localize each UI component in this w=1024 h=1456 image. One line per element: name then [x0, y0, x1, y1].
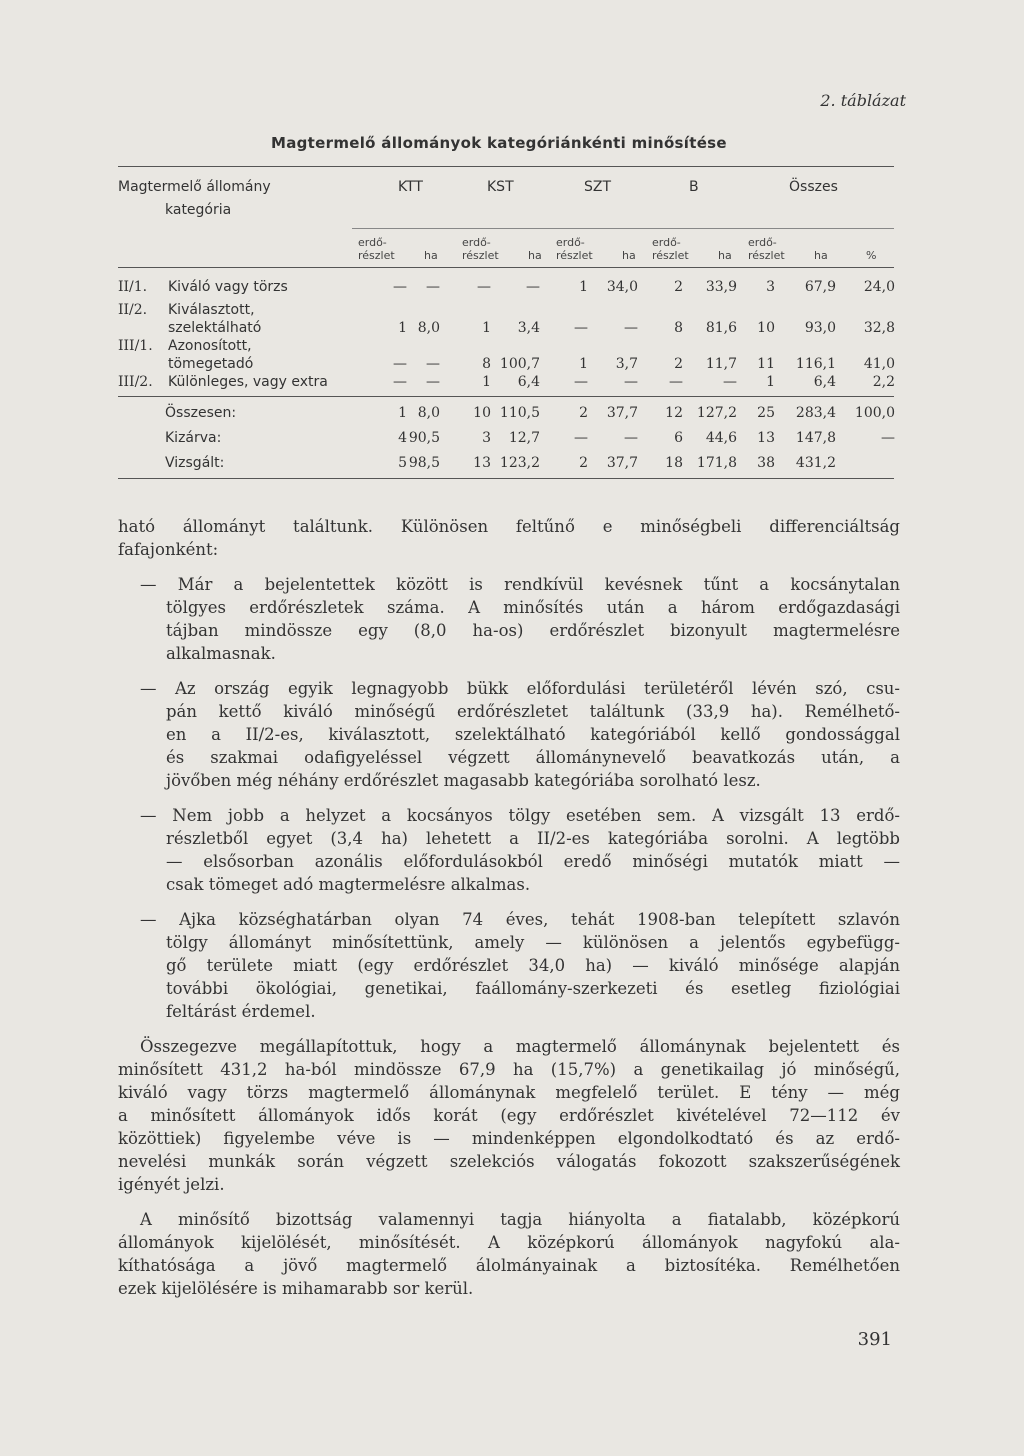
table-cell: 12 [665, 405, 683, 421]
table-cell: — [393, 356, 407, 372]
table-cell: 11 [757, 356, 775, 372]
table-cell: — [477, 279, 491, 295]
header-category-line1: Magtermelő állomány [118, 179, 271, 195]
table-cell: — [669, 374, 683, 390]
total-label-vizsgalt: Vizsgált: [165, 455, 225, 471]
table-cell: — [574, 320, 588, 336]
row-label-iii-2: Különleges, vagy extra [168, 374, 328, 390]
table-cell: 24,0 [863, 279, 895, 295]
table-top-rule [118, 166, 894, 167]
table-cell: 127,2 [696, 405, 737, 421]
subheader-count-4: erdő- részlet [748, 236, 785, 262]
table-cell: 171,8 [696, 455, 737, 471]
table-cell: 6 [674, 430, 683, 446]
table-cell: 1 [482, 374, 491, 390]
text-line: további ökológiai, genetikai, faállomány-szerkezeti és esetleg fiziológiai [166, 979, 900, 998]
table-cell: 147,8 [795, 430, 836, 446]
table-cell: — [624, 374, 638, 390]
table-cell: 110,5 [499, 405, 540, 421]
text-line: tölgyes erdőrészletek száma. A minősítés után a három erdőgazdasági [166, 598, 900, 617]
table-cell: 44,6 [705, 430, 737, 446]
header-group-b: B [689, 179, 699, 195]
table-cell: 3 [766, 279, 775, 295]
table-cell: 1 [579, 279, 588, 295]
row-code-ii-2: II/2. [118, 302, 148, 318]
table-cell: 18 [665, 455, 683, 471]
text-line: csak tömeget adó magtermelésre alkalmas. [166, 875, 531, 894]
subheader-ha-2: ha [622, 249, 636, 262]
subheader-ha-0: ha [424, 249, 438, 262]
text-line: kíthatósága a jövő magtermelő álolmányainak a biztosítéka. Remélhetően [118, 1256, 900, 1275]
table-cell: 116,1 [795, 356, 836, 372]
table-cell: 1 [766, 374, 775, 390]
table-cell: 6,4 [813, 374, 836, 390]
page-number: 391 [857, 1329, 892, 1350]
table-cell: 37,7 [606, 455, 638, 471]
table-cell: 90,5 [408, 430, 440, 446]
row-code-ii-1: II/1. [118, 279, 148, 295]
text-line: részletből egyet (3,4 ha) lehetett a II/2-es kategóriába sorolni. A legtöbb [166, 829, 900, 848]
row-label-iii-1-line2: tömegetadó [168, 356, 254, 372]
subheader-count-3: erdő- részlet [652, 236, 689, 262]
table-cell: 100,0 [854, 405, 895, 421]
text-line: — elsősorban azonális előfordulásokból eredő minőségi mutatók miatt — [166, 852, 900, 871]
subheader-count-0: erdő- részlet [358, 236, 395, 262]
header-group-rule [352, 228, 894, 229]
table-cell: 3,7 [615, 356, 638, 372]
table-cell: 33,9 [705, 279, 737, 295]
table-cell: 67,9 [804, 279, 836, 295]
table-cell: 93,0 [804, 320, 836, 336]
table-cell: — [624, 320, 638, 336]
categories-bottom-rule [118, 396, 894, 397]
text-line: fafajonként: [118, 540, 219, 559]
table-cell: — [393, 279, 407, 295]
text-line: igényét jelzi. [118, 1175, 225, 1194]
total-label-osszesen: Összesen: [165, 405, 237, 421]
table-cell: 1 [579, 356, 588, 372]
table-cell: 6,4 [517, 374, 540, 390]
text-line: en a II/2-es, kiválasztott, szelektálható kategóriából kellő gondossággal [166, 725, 900, 744]
text-line: ható állományt találtunk. Különösen feltűnő e minőségbeli differenciáltság [118, 517, 900, 536]
paragraph [118, 1035, 900, 1196]
table-cell: — [574, 430, 588, 446]
header-group-kst: KST [487, 179, 514, 195]
paragraph [118, 573, 900, 665]
text-line: alkalmasnak. [166, 644, 276, 663]
table-bottom-rule [118, 478, 894, 479]
table-cell: 1 [482, 320, 491, 336]
text-line: a minősített állományok idős korát (egy erdőrészlet kivételével 72—112 év [118, 1106, 900, 1125]
table-cell: — [426, 374, 440, 390]
table-cell: — [526, 279, 540, 295]
table-cell: 32,8 [863, 320, 895, 336]
text-line: minősített 431,2 ha-ból mindössze 67,9 ha (15,7%) a genetikailag jó minőségű, [118, 1060, 900, 1079]
paragraph [118, 908, 900, 1023]
subheader-percent: % [866, 249, 877, 262]
header-bottom-rule [118, 267, 894, 268]
table-cell: 41,0 [863, 356, 895, 372]
text-line: gő területe miatt (egy erdőrészlet 34,0 ha) — kiváló minősége alapján [166, 956, 900, 975]
table-cell: 8 [674, 320, 683, 336]
table-cell: — [723, 374, 737, 390]
table-cell: 5 [398, 455, 407, 471]
table-cell: 2 [579, 455, 588, 471]
table-cell: 3 [482, 430, 491, 446]
header-group-osszes: Összes [789, 179, 838, 195]
text-line: és szakmai odafigyeléssel végzett állománynevelő beavatkozás után, a [166, 748, 900, 767]
table-cell: 1 [398, 405, 407, 421]
text-line: feltárást érdemel. [166, 1002, 316, 1021]
table-cell: 8 [482, 356, 491, 372]
row-label-ii-2-line2: szelektálható [168, 320, 262, 336]
text-line: — Már a bejelentettek között is rendkívül kevésnek tűnt a kocsánytalan [140, 575, 900, 594]
table-number-label: 2. táblázat [820, 91, 906, 110]
text-line: ezek kijelölésére is mihamarabb sor kerül. [118, 1279, 474, 1298]
table-cell: 10 [757, 320, 775, 336]
subheader-ha-1: ha [528, 249, 542, 262]
text-line: — Nem jobb a helyzet a kocsányos tölgy esetében sem. A vizsgált 13 erdő- [140, 806, 900, 825]
subheader-count-1: erdő- részlet [462, 236, 499, 262]
text-line: nevelési munkák során végzett szelekciós válogatás fokozott szakszerűségének [118, 1152, 900, 1171]
table-cell: 37,7 [606, 405, 638, 421]
table-cell: — [624, 430, 638, 446]
table-cell: 431,2 [795, 455, 836, 471]
row-code-iii-1: III/1. [118, 338, 153, 354]
table-cell: 100,7 [499, 356, 540, 372]
body-text [118, 515, 900, 1300]
row-label-iii-1-line1: Azonosított, [168, 338, 252, 354]
table-cell: 2 [579, 405, 588, 421]
subheader-ha-3: ha [718, 249, 732, 262]
row-label-ii-2-line1: Kiválasztott, [168, 302, 255, 318]
table-cell: 8,0 [417, 320, 440, 336]
text-line: A minősítő bizottság valamennyi tagja hiányolta a fiatalabb, középkorú [140, 1210, 900, 1229]
table-cell: 25 [757, 405, 775, 421]
table-cell: 98,5 [408, 455, 440, 471]
table-cell: 8,0 [417, 405, 440, 421]
paragraph [118, 515, 900, 561]
paragraph [118, 677, 900, 792]
header-category-line2: kategória [165, 202, 232, 218]
table-cell: 81,6 [705, 320, 737, 336]
subheader-ha-4: ha [814, 249, 828, 262]
table-cell: 283,4 [795, 405, 836, 421]
table-cell: 2,2 [872, 374, 895, 390]
table-title: Magtermelő állományok kategóriánkénti minősítése [271, 134, 727, 152]
row-label-ii-1: Kiváló vagy törzs [168, 279, 288, 295]
table-cell: — [881, 430, 895, 446]
table-cell: 38 [757, 455, 775, 471]
paragraph [118, 1208, 900, 1300]
subheader-count-2: erdő- részlet [556, 236, 593, 262]
table-cell: — [393, 374, 407, 390]
text-line: — Az ország egyik legnagyobb bükk előfordulási területéről lévén szó, csu- [140, 679, 900, 698]
paragraph [118, 804, 900, 896]
header-group-ktt: KTT [398, 179, 423, 195]
text-line: Összegezve megállapítottuk, hogy a magtermelő állománynak bejelentett és [140, 1037, 900, 1056]
text-line: tájban mindössze egy (8,0 ha-os) erdőrészlet bizonyult magtermelésre [166, 621, 900, 640]
table-cell: 10 [473, 405, 491, 421]
row-code-iii-2: III/2. [118, 374, 153, 390]
table-cell: 13 [473, 455, 491, 471]
table-cell: 1 [398, 320, 407, 336]
table-cell: — [574, 374, 588, 390]
text-line: kiváló vagy törzs magtermelő állománynak megfelelő terület. E tény — még [118, 1083, 900, 1102]
table-cell: 3,4 [517, 320, 540, 336]
table-cell: 4 [398, 430, 407, 446]
text-line: tölgy állományt minősítettünk, amely — különösen a jelentős egybefügg- [166, 933, 900, 952]
table-cell: — [426, 279, 440, 295]
table-cell: 2 [674, 356, 683, 372]
table-cell: 13 [757, 430, 775, 446]
header-group-szt: SZT [584, 179, 612, 195]
table-cell: 11,7 [705, 356, 737, 372]
text-line: — Ajka községhatárban olyan 74 éves, tehát 1908-ban telepített szlavón [140, 910, 900, 929]
table-cell: 2 [674, 279, 683, 295]
text-line: közöttiek) figyelembe véve is — mindenképpen elgondolkodtató és az erdő- [118, 1129, 900, 1148]
text-line: jövőben még néhány erdőrészlet magasabb kategóriába sorolható lesz. [166, 771, 761, 790]
table-cell: 123,2 [499, 455, 540, 471]
table-cell: — [426, 356, 440, 372]
text-line: állományok kijelölését, minősítését. A középkorú állományok nagyfokú ala- [118, 1233, 900, 1252]
text-line: pán kettő kiváló minőségű erdőrészletet találtunk (33,9 ha). Remélhető- [166, 702, 900, 721]
table-cell: 34,0 [606, 279, 638, 295]
total-label-kizarva: Kizárva: [165, 430, 222, 446]
table-cell: 12,7 [508, 430, 540, 446]
